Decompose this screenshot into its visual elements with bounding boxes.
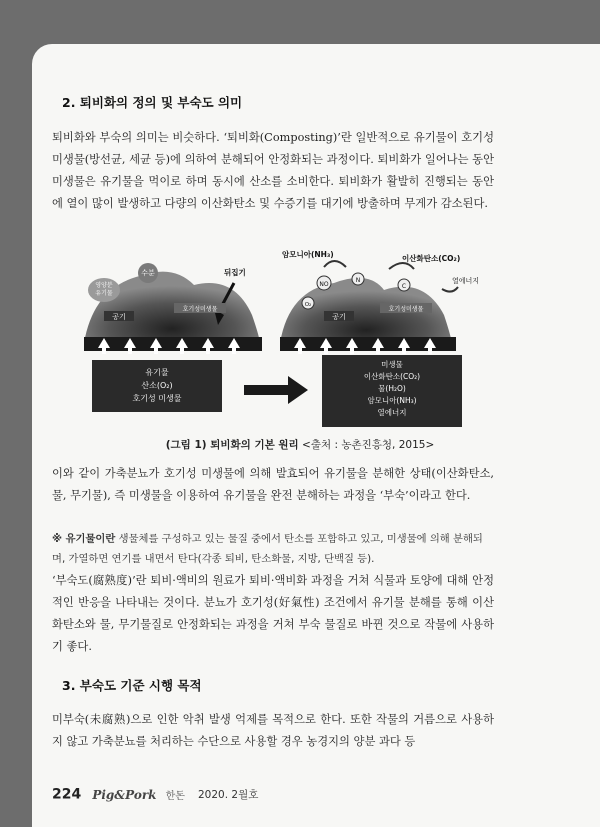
output-microbe: 미생물 <box>381 360 403 369</box>
right-air-label: 공기 <box>332 313 346 321</box>
o2-molecule: O₂ <box>304 302 312 308</box>
section-3-heading: 3. 부숙도 기준 시행 목적 <box>62 678 202 693</box>
left-compost-pile <box>84 263 262 354</box>
ammonia-label: 암모니아(NH₃) <box>282 250 334 259</box>
output-heat: 열에너지 <box>377 408 407 417</box>
figure-caption <box>0 437 600 452</box>
output-ammonia: 암모니아(NH₃) <box>367 396 417 405</box>
composting-diagram <box>84 245 504 445</box>
caption-source: <출처 : 농촌진흥청, 2015> <box>298 439 435 451</box>
paragraph-3: ‘부숙도(腐熟度)’란 퇴비·액비의 원료가 퇴비·액비화 과정을 거쳐 식물과 토양에 대해 안정적인 반응을 나타내는 것이다. 분뇨가 호기성(好氣性) 조건에서 유기물 분해를 통해 이산화탄소와 물, 무기물질로 안정화되는 과정을 거쳐 부숙 물질로 바뀐 것으로 작물에 사용하기 좋다. <box>52 574 494 653</box>
section-2-heading: 2. 퇴비화의 정의 및 부숙도 의미 <box>62 95 243 110</box>
input-oxygen: 산소(O₂) <box>141 381 173 390</box>
input-organic: 유기물 <box>145 368 169 377</box>
issue-date: 2020. 2월호 <box>198 789 259 801</box>
paragraph-2: 이와 같이 가축분뇨가 호기성 미생물에 의해 발효되어 유기물을 분해한 상태(이산화탄소, 물, 무기물), 즉 미생물을 이용하여 유기물을 완전 분해하는 과정을 ‘부숙’이라고 한다. <box>52 467 494 502</box>
co2-label: 이산화탄소(CO₂) <box>402 254 461 263</box>
c-molecule: C <box>401 283 407 290</box>
input-microbe: 호기성 미생물 <box>132 394 182 403</box>
organic-note <box>52 529 494 569</box>
n-molecule: N <box>355 277 361 284</box>
water-label: 수분 <box>141 269 155 277</box>
page-number: 224 <box>52 786 82 803</box>
output-co2: 이산화탄소(CO₂) <box>363 372 421 381</box>
right-compost-pile <box>280 249 479 354</box>
page-footer <box>52 784 258 806</box>
output-box <box>322 355 462 427</box>
section-3-paragraph: 미부숙(未腐熟)으로 인한 악취 발생 억제를 목적으로 한다. 또한 작물의 거름으로 사용하지 않고 가축분뇨를 처리하는 수단으로 사용할 경우 농경지의 양분 과다 등 <box>52 713 494 748</box>
arrow-right-icon <box>244 376 308 404</box>
left-air-label: 공기 <box>112 313 126 321</box>
input-box <box>92 360 222 412</box>
left-microbe-label: 호기성미생물 <box>182 306 218 313</box>
no-molecule: NO <box>319 281 329 288</box>
magazine-sub: 한돈 <box>165 791 185 802</box>
note-mark: ※ 유기물이란 <box>52 533 116 545</box>
note-text: 생물체를 구성하고 있는 물질 중에서 탄소를 포함하고 있고, 미생물에 의해 분해되며, 가열하면 연기를 내면서 탄다(각종 퇴비, 탄소화물, 지방, 단백질 등). <box>52 533 483 565</box>
magazine-logo: Pig&Pork <box>92 787 157 802</box>
nutrient-label-1: 영양분 <box>95 282 113 289</box>
section-2-paragraph: 퇴비화와 부숙의 의미는 비슷하다. ‘퇴비화(Composting)’란 일반적으로 유기물이 호기성 미생물(방선균, 세균 등)에 의하여 분해되어 안정화되는 과정이다. 퇴비화가 일어나는 동안 미생물은 유기물을 먹이로 하며 동시에 산소를 소비한다. 퇴비화가 활발히 진행되는 동안에 열이 많이 발생하고 다량의 이산화탄소 및 수증기를 대기에 방출하며 무게가 감소된다. <box>52 131 494 210</box>
nutrient-label-2: 유기물 <box>95 290 113 297</box>
composting-figure <box>84 245 504 445</box>
output-water: 물(H₂O) <box>378 384 406 393</box>
right-microbe-label: 호기성미생물 <box>388 306 424 313</box>
heat-label: 열에너지 <box>452 277 480 285</box>
turning-label: 뒤집기 <box>224 268 246 277</box>
caption-label: (그림 1) 퇴비화의 기본 원리 <box>165 439 299 451</box>
